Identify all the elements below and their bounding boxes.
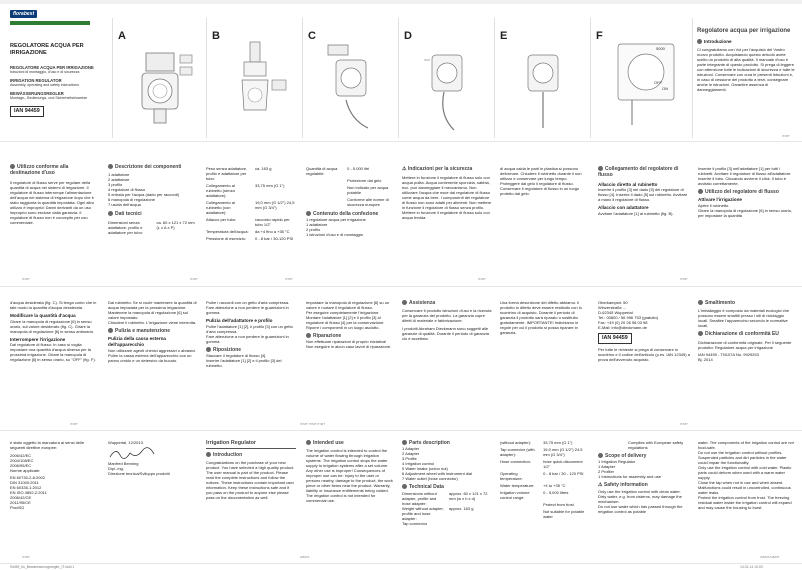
fig-f-max-label: 5000: [656, 46, 665, 51]
storage-it-item: Per eseguire completamente l'irrigazione.: [306, 310, 380, 315]
directive-line: DIN 31000:2011: [10, 480, 39, 485]
gb-tech-key: Irrigation volume control range:: [500, 490, 530, 500]
cleaning-it-item: Non utilizzare agenti chimici aggressivi o abrasivi.: [108, 347, 197, 353]
directive-line: EN ISO 4892-2:2011: [10, 490, 47, 495]
figure-a-device: [128, 45, 198, 130]
gb-safety-heading: Safety information: [603, 482, 648, 489]
tech-it-val: Non indicato per acqua potabile: [347, 185, 389, 195]
gb-intended-heading: Intended use: [313, 440, 344, 446]
repair-it-heading: Riparazione: [313, 333, 342, 339]
r3-col5: [402, 300, 492, 341]
cleaning-adapter-sub: Pulizia dell'adattatore e profilo: [206, 318, 273, 323]
contents-it-heading: Contenuto della confezione: [313, 211, 379, 217]
folio: GB/MT/GB/MT: [760, 555, 780, 559]
cleaning-adapter-item: Fare attenzione a non perdere le guarnizioni in gomma.: [206, 333, 289, 344]
gb-tech-key: (without adapter):: [500, 440, 532, 445]
address-line: Oberkampstr. 50: [598, 300, 628, 305]
tech-it-val: 0 - 5.000 litri: [347, 166, 370, 171]
parts-it-item: 2 adattatore: [108, 177, 130, 183]
row-divider: [0, 430, 802, 431]
repair-it-item: Non effettuare riparazioni di proprio iniziativa!: [306, 339, 387, 345]
footer-time: 14.01.14 10:03: [740, 565, 763, 569]
gb-scope-item: 2 Profiler: [598, 469, 615, 475]
r2-col1: [10, 164, 100, 225]
gb-tech-key: Water temperature:: [500, 483, 535, 488]
cover-sub-2-note: Assembly, operating and safety instructions: [10, 83, 80, 88]
address-line: Tel.: 00800 / 56 996 753 (gratuito): [598, 315, 659, 320]
use-it-heading: Utilizzo del regolatore di flusso: [705, 189, 779, 195]
use-it-item: Girare la manopola di regolazione [6] in senso orario, per impostare la quantità: [698, 207, 793, 218]
storage-it-item: Riporre i componenti in un luogo asciutto.: [306, 325, 380, 330]
folio: IT/MT: [190, 277, 198, 281]
folio: IT/MT: [680, 422, 688, 426]
gb-tech-heading: Technical Data: [409, 484, 444, 491]
r3-col3: [206, 300, 296, 368]
gb-tech-key: Operating temperature:: [500, 471, 523, 481]
fig-f-off-label: OFF: [654, 80, 662, 85]
r2-col3: [206, 166, 298, 241]
gb-safety-item: water. The components of the irrigation control are not food-safe.: [698, 440, 794, 450]
tech-it-val: raccordo rapido per tubo 1/2": [254, 217, 290, 227]
gb-tech-val: approx. 163 g: [449, 505, 474, 511]
parts-it-item: 1 adattatore: [108, 172, 130, 178]
tech-it-val: Protezione dal gelo: [347, 178, 382, 183]
gb-tech-val: hose quick-disconnect 1/2": [543, 459, 583, 469]
r2-col4: [306, 166, 394, 237]
address-line: D-62345 Wuppertal: [598, 310, 633, 315]
directives-intro: è stato oggetto la marcatura ai sensi delle seguenti direttive europee:: [10, 440, 85, 450]
repair-it-item: Non eseguire in alcun caso lavori di riparazione.: [306, 344, 392, 350]
ian-box: IAN 94459: [598, 333, 632, 344]
tech-it-val: 0 - 8 bar / 30-120 PSI: [254, 236, 294, 241]
panel-label-f: F: [596, 30, 603, 42]
footer-file: 94459_flo_Bewaesserungsregler_IT.indd 1: [10, 565, 75, 569]
warranty-it-body: Una forma descrizione del difetto abbiamo. Il prodotto in difetto deve essere restituito con lo scontrino di acquisto. Durante il periodo di garanzia il prodotto sarà riparato o sostituito gratuitamente. IMPORTANTE! Indichiamo le regole per cui il prodotto si possa riparare in garanzia.: [500, 300, 582, 335]
storage-it-heading: Riposizione: [213, 346, 242, 353]
r4-col7: Complies with European safety regulations Scope of delivery 1 Irrigation Regulator 1 Adapter 2 Profiler 1 Instructions for assembly and use ⚠ Safety information Only use the irrigation control with clean water. Dirty water, e.g. from cisterns, may damage the mechanism. Do not use water which has passed through the irrigation control as potable: [598, 440, 690, 514]
signer-name: Manfred Benning: [108, 461, 139, 466]
address-line: E-Mail: info@dieckmann.de: [598, 325, 647, 330]
r2-col2: [108, 164, 198, 235]
folio: GB/MT: [300, 555, 310, 559]
tap-item: Chiudere il rubinetto. L'irrigazione viene interrotta.: [108, 320, 197, 325]
parts-it-item: 4 regolatore di flusso: [108, 187, 146, 193]
gb-parts-item: 1 Adapter: [402, 446, 420, 452]
panel-label-c: C: [308, 30, 316, 42]
service-note: Per tutte le richieste si prega di conservare lo scontrino e il codice dell'articolo (p.es. IAN 12345) a prova dell'avvenuto acquisto.: [598, 346, 690, 362]
figure-d-device: [414, 40, 484, 135]
change-water-heading: Modificare la quantità d'acqua: [10, 313, 76, 318]
top-strip: [0, 0, 802, 4]
gb-tech-key: Hose connection:: [500, 459, 531, 464]
contents-it-item: 2 profilo: [306, 227, 321, 233]
gb-tech-val: [449, 521, 492, 526]
storage-it-item: Impostare la manopola di regolazione [6] su un valore e ruotare il regolatore di flusso.: [306, 300, 390, 310]
tech-it-key: [306, 197, 343, 207]
r4-col6: [500, 440, 588, 519]
fig-f-on-label: ON: [662, 86, 668, 91]
tech-it-key: [306, 178, 343, 183]
r2-col8: [698, 166, 794, 218]
tap-item: Mantenere la manopola di regolazione [6] sul valore impostato.: [108, 310, 188, 320]
gb-safety-item: Only use the irrigation control with cold water. Plastic parts could deform when used with a warm water supply.: [698, 465, 792, 480]
panel-label-d: D: [404, 30, 412, 42]
directive-line: 2011/95/CE: [10, 500, 31, 505]
figure-f-device: [612, 40, 682, 130]
tap-body: Dal rubinetto: Se si vuole mantenere la quantità di acqua impostata per la prossima irrigazione.: [108, 300, 197, 310]
gb-tech-key: Weight without adapter, profile and hose adapter:: [402, 505, 444, 521]
contents-it-item: 1 adattatore: [306, 222, 328, 228]
connect-it-heading: Collegamento del regolatore di flusso: [598, 166, 679, 179]
r3-col2: [108, 300, 198, 363]
signature: [108, 445, 198, 461]
gb-safety-item: Do not use the irrigation control without profiles. Suspended particles and dirt particles in the water could impair the functionality.: [698, 450, 787, 465]
connect-it-body3: Inserire il profilo [3] nell'adattatore [1] per tutti i rubinetti. Avvitare il regolatore di flusso all'adattatore. Inserire il tubo. Cliccando avviene il click. Il tubo è avvitato correttamente.: [698, 166, 792, 186]
address-line: Fax: +49 (0) 20 26 98 03 98: [598, 320, 648, 325]
cover-panel: [10, 10, 102, 140]
gb-tech-val: Not suitable for potable water: [543, 509, 585, 519]
tech-it-val: 33,75 mm (G 1"): [254, 183, 285, 188]
r4-col3: [206, 440, 296, 500]
gb-intended-body: The irrigation control is intended to control the volume of water flowing through irrigation systems. The irrigation control stops the water supply to irrigation systems after a set volume. Any other use is improper! Consequences of improper use can be: injury to the user or persons nearby, damage to the product, the work piece or other items near the product. Warranty, liability or insurance entitlements being voided. The irrigation control is not intended for commercial use.: [306, 448, 393, 504]
folio: IT/MT IT/MT IT/MT: [300, 422, 326, 426]
gb-complies: Complies with European safety regulations: [628, 440, 684, 450]
contents-it-item: 1 regolatore acqua per irrigazione: [306, 217, 366, 223]
safety-it-body: Mettere in funzione il regolatore di flusso solo con acqua pulita. Acqua contenente sporcizia, sabbia, ecc. può danneggiare il meccanismo. Non utilizzare l'acqua che esce dal regolatore di flusso come acqua da bere. I componenti del regolatore di flusso non sono adatti per alimenti. Non mettere in funzione il regolatore di flusso senza profilo. Mettere in funzione il regolatore di flusso solo con acqua fredda.: [402, 175, 492, 221]
cover-sub-1-note: Istruzioni di montaggio, d'uso e di sicurezza: [10, 70, 80, 75]
parts-it-heading: Descrizione dei componenti: [115, 164, 182, 170]
r4-col4: [306, 440, 394, 503]
gb-parts-heading: Parts description: [409, 440, 450, 446]
disposal-it-heading: Smaltimento: [705, 300, 736, 306]
directive-line: 2006/42/CE: [10, 495, 32, 500]
directive-line: EN 60335-1:2012: [10, 485, 42, 490]
connect-it-body1: Inserire il profilo [3] nel dado [5] del regolatore di flusso [4]. Inserire il dado [5] sul rubinetto. Avvitare a mano il regolatore di flusso.: [598, 187, 688, 203]
r2-col7: [598, 166, 690, 216]
gb-tech-val: 33.75 mm (G 1"): [543, 440, 573, 445]
tech-it-key: Peso senza adattatore, profilo e adattatore per tubo:: [206, 166, 248, 181]
directive-line: 2006/95/EC: [10, 463, 32, 468]
gb-parts-item: 5 Water intake (union nut): [402, 466, 448, 472]
intro-it-section: [697, 28, 795, 92]
change-water-item: Girare la manopola di regolazione [6] in senso orario, sul valore desiderato (fig. C). Girare la manopola di regolazione [6] in senso antiorario.: [10, 318, 95, 334]
gb-parts-item: 4 Irrigation control: [402, 461, 435, 467]
gb-title: Irrigation Regulator: [206, 440, 296, 449]
directive-line: 2006/42/EC: [10, 453, 32, 458]
cleaning-it-item: Pulire la cassa esterna dell'apparecchio con un panno umido e un detersivo da bucato.: [108, 352, 192, 363]
gb-tech-val: 0 - 5,000 litres: [543, 490, 569, 495]
stop-irrigation-body: Dal regolatore di flusso: In caso si voglia impostare una quantità d'acqua diversa per la prossima irrigazione. Girare la manopola di regolazione [6] in senso orario, su "OFF" (fig. F).: [10, 342, 96, 363]
figure-e-device: [510, 40, 580, 135]
green-stripe: [10, 21, 90, 25]
tech-it-heading: Dati tecnici: [115, 211, 142, 218]
cleaning-it-item: Pulire i raccordi con un getto d'aria compressa.: [206, 300, 290, 305]
disposal-it-body: L'imballaggio è composto da materiali ecologici che possono essere smaltiti presso i siti di riciclaggio locali. Smaltire l'apparecchio secondo le normative locali.: [698, 308, 790, 329]
folio: IT/MT: [22, 277, 30, 281]
r4-col2: [108, 440, 198, 476]
gb-tech-key: [500, 502, 539, 507]
gb-intro-heading: Introduction: [213, 451, 243, 458]
tech-it-val: ca. 60 x 121 x 72 mm (L x A x P): [156, 219, 195, 230]
directive-line: EN 60730-2-8:2002: [10, 475, 45, 480]
cleaning-it-heading: Pulizia e manutenzione: [115, 328, 171, 334]
cleaning-it-item: Fare attenzione a non perdere le guarnizioni in gomma.: [206, 305, 289, 315]
cover-title-2: IRRIGAZIONE: [10, 50, 47, 57]
folio: IT/MT: [70, 422, 78, 426]
gb-tech-key: Dimensions without adapter, profile and hose adapter:: [402, 490, 437, 506]
r2-col6: [500, 166, 588, 196]
gb-tech-val: 0 - 8 bar / 30 - 120 PSI: [543, 471, 584, 476]
directive-line: ProdSG: [10, 505, 25, 510]
gb-scope-heading: Scope of delivery: [605, 453, 647, 459]
address-line: Winzerstraße ...: [598, 305, 627, 310]
use-it-sub: Attivare l'irrigazione: [698, 197, 742, 203]
r4-col5: [402, 440, 492, 526]
gb-safety-item: Only use the irrigation control with clean water. Dirty water, e.g. from cisterns, may damage the mechanism.: [598, 488, 682, 504]
intended-use-it-heading: Utilizzo conforme alla destinazione d'uso: [10, 164, 69, 177]
tech-it-key: Dimensioni senza adattatore, profilo e adattatore per tubo:: [108, 219, 143, 235]
gb-tech-val: +4 to +35 °C: [543, 483, 566, 488]
row-divider: [0, 286, 802, 287]
stop-irrigation-heading: Interrompere l'irrigazione: [10, 336, 66, 342]
directive-line: Norme applicate:: [10, 468, 41, 473]
r2-col5: ⚠ Indicazioni per la sicurezza Mettere in funzione il regolatore di flusso solo con acqua pulita. Acqua contenente sporcizia, sabbia, ecc. può danneggiare il meccanismo. Non utilizzare l'acqua che esce dal regolatore di flusso come acqua da bere. I componenti del regolatore di flusso non sono adatti per alimenti. Non mettere in funzione il regolatore di flusso senza profilo. Mettere in funzione il regolatore di flusso solo con acqua fredda.: [402, 166, 492, 221]
use-it-item: Aprire il rubinetto.: [698, 202, 730, 208]
cover-sub-2: IRRIGATION REGULATOR: [10, 77, 62, 83]
storage-it-item: Inserire l'adattatore [1] [2] e il profilo [3] del rubinetto.: [206, 357, 282, 368]
folio: IT/MT: [478, 277, 486, 281]
gb-tech-val: Protect from frost: [543, 502, 574, 507]
row-divider: [0, 563, 802, 564]
tech-it-val: ca. 163 g: [254, 166, 272, 171]
r4-col8: [698, 440, 794, 510]
conformity-body: Dichiarazione di conformità originale. Per il seguente prodotto: Regolatore acqua per irrigazione: [698, 339, 792, 350]
storage-it-item: Montare l'adattatore [1] [2] e il profilo [3] al regolatore di flusso [4] per la conservazione.: [306, 315, 385, 325]
safety-it-heading: Indicazioni per la sicurezza: [407, 166, 473, 172]
panel-label-b: B: [212, 30, 220, 42]
gb-parts-item: 6 Adjustment wheel with instrument dial: [402, 471, 473, 477]
r3-col6: [500, 300, 588, 335]
signer-role: Direzione tecnica/Sviluppo prodotti: [108, 471, 170, 476]
brand-logo: florabest: [10, 10, 37, 18]
r3-col8: [698, 300, 794, 362]
gb-safety-item: Close the tap when not in use and when absent. Malfunctions could result in uncontrolled, continuous water leaks.: [698, 480, 791, 495]
gb-scope-item: 1 Instructions for assembly and use: [598, 474, 661, 480]
contents-it-item: 1 istruzioni d'uso e di montaggio: [306, 232, 364, 238]
intro-it-heading: Introduzione: [704, 38, 732, 44]
cover-sub-3: BEWÄSSERUNGSREGLER: [10, 90, 64, 96]
storage-it-item: Staccare il regolatore di flusso [4].: [206, 352, 267, 358]
cover-title-1: REGOLATORE ACQUA PER: [10, 43, 84, 50]
gb-scope-item: 1 Adapter: [598, 464, 616, 470]
tech-it-key: Collegamento al rubinetto (con adattatore):: [206, 200, 235, 215]
cover-sub-1: REGOLATORE ACQUA PER IRRIGAZIONE: [10, 65, 94, 71]
gb-safety-item: Protect the irrigation control from frost. The freezing residual water inside the irrigation control will expand and may cause the housing to burst.: [698, 495, 792, 510]
r3-col1: [10, 300, 100, 362]
service-it-item: Conservare il prodotto istruzioni d'uso e la ricevuta per la garanzia del prodotto. La garanzia copre difetti di materiale e fabbricazione.: [402, 308, 492, 324]
folio: IT/MT: [782, 134, 790, 138]
parts-it-item: 6 manopola di regolazione: [108, 197, 155, 203]
cover-ian-label: IAN 94459: [10, 106, 44, 117]
cleaning-adapter-item: Pulire l'adattatore [1] [2], il profilo [3] con un getto d'aria compressa.: [206, 323, 293, 334]
conformity-heading: Dichiarazione di conformità EU: [705, 331, 779, 338]
gb-parts-item: 3 Profile: [402, 456, 417, 462]
intro-it-body: Ci congratuliamo con Voi per l'acquisto del Vostro nuovo prodotto. Acquistando questo articolo avete scelto un prodotto di alta qualità. Il manuale d'uso è parte integrante di questo prodotto. Si prega di leggere con attenzione tutte le indicazioni di sicurezza e tutte le istruzioni. Conservare con cura le presenti istruzioni e, in caso di cessione del prodotto a terzi, consegnare anche le istruzioni. Garantire assenza di danneggiamenti.: [697, 47, 795, 93]
r3-col7: [598, 300, 690, 362]
tech-it-key: [306, 185, 343, 195]
panel-label-a: A: [118, 30, 126, 42]
parts-it-item: 3 profilo: [108, 182, 123, 188]
tech-it-key: Attacco per tubo:: [206, 217, 237, 222]
panel-label-e: E: [500, 30, 508, 42]
gb-parts-item: 2 Adapter: [402, 451, 420, 457]
tech-it-key: Pressione di esercizio:: [206, 236, 247, 241]
directive-line: 2004/108/EC: [10, 458, 34, 463]
figure-c-device: [318, 40, 388, 135]
gb-scope-item: 1 Irrigation Regulator: [598, 459, 636, 465]
row-divider: [0, 141, 802, 142]
tech-it-val: Conforme alle norme di sicurezza europee: [347, 197, 389, 207]
connect-it-sub2: Allaccio con adattatore: [598, 205, 649, 211]
place-date: Wuppertal, 12/2013: [108, 440, 143, 445]
folio: IT/MT: [22, 555, 30, 559]
gb-tech-val: approx. 60 x 121 x 72 mm (w x h x d): [449, 490, 488, 501]
service-it-heading: Assistenza: [409, 300, 436, 306]
folio: IT/MT: [680, 277, 688, 281]
intro-it-title: Regolatore acqua per irrigazione: [697, 28, 791, 34]
cover-sub-3-note: Montage-, Bedienungs- und Sicherheitshinweise: [10, 95, 88, 100]
service-it-body: I prodotti Abraham Dieckmann sono soggetti alle garanzie di qualità. Durante il periodo di garanzia ciò è accettato.: [402, 326, 489, 342]
gb-tech-key: Tap connector: [402, 520, 428, 526]
tech-it-val: da +4 fino a +35 °C: [254, 229, 290, 234]
intended-use-it-body: Il regolatore di flusso serve per regolare della quantità di acqua nei sistemi di irrigazione. Il regolatore di flusso interrompe l'alimentazione dell'acqua nel sistema di irrigazione dopo che è stato raggiunta la quantità impostata. Ogni altro utilizzo è improprio! Danni derivanti da un uso improprio sono escluse dalla garanzia. Il regolatore di flusso non è concepito per uso commerciale.: [10, 179, 95, 225]
safety-it-body-cont: di acqua calda le parti in plastica si possono deformare. Chiudere il rubinetto durante il non utilizzo e conservare per lungo tempo. Proteggere dal gelo il regolatore di flusso. Conservare il regolatore di flusso in un luogo protetto dal gelo.: [500, 166, 582, 196]
cleaning-it-sub: Pulizia della cassa esterna dell'apparecchio: [108, 336, 166, 347]
parts-it-item: 5 entrata per l'acqua (dado per raccordi): [108, 192, 180, 198]
signer-title: Dipl.-Ing.: [108, 466, 125, 471]
water-it-body: d'acqua desiderata (fig. C). Si tenga conto che in tale modo la quantità d'acqua desiderata.: [10, 300, 97, 310]
tech-it-val: 19,0 mm (G 1/2") 24,5 mm (G 3/4"): [254, 200, 295, 210]
gb-safety-item: Do not use water which has passed through the irrigation control as potable: [598, 503, 683, 514]
r4-col1: [10, 440, 100, 510]
tech-it-key: Quantità di acqua regolabile:: [306, 166, 338, 176]
gb-intro-body: Congratulations on the purchase of your new product. You have selected a high quality product. The user manual is part of the product. Please read the complete instructions and follow the notices. These instructions contain important user information. Keep these instructions safe and if you pass on the product to anyone else please pass on the documentation as well.: [206, 460, 295, 500]
tech-it-key: Collegamento al rubinetto (senza adattatore):: [206, 183, 235, 198]
gb-tech-key: Tap connector (with adapter):: [500, 447, 535, 457]
parts-it-item: 7 uscita dell'acqua: [108, 202, 141, 208]
connect-it-sub1: Allaccio diretto al rubinetto: [598, 181, 658, 187]
gb-tech-key: [500, 509, 539, 519]
tech-it-key: Temperatura dell'acqua:: [206, 229, 249, 234]
r3-col4: [306, 300, 394, 349]
figure-b-device: [222, 40, 292, 135]
folio: IT/MT: [285, 277, 293, 281]
conformity-date: Bj. 2014: [698, 356, 713, 362]
gb-tech-val: 19.0 mm (G 1/2") 24.5 mm (G 3/4"): [543, 447, 583, 457]
gb-parts-item: 7 Water outlet (hose connector): [402, 476, 458, 482]
connect-it-body2: Avvitare l'adattatore [1] al rubinetto (fig. B).: [598, 210, 674, 216]
conformity-ian: IAN 94459 - TN107A No. 9929253: [698, 351, 759, 357]
